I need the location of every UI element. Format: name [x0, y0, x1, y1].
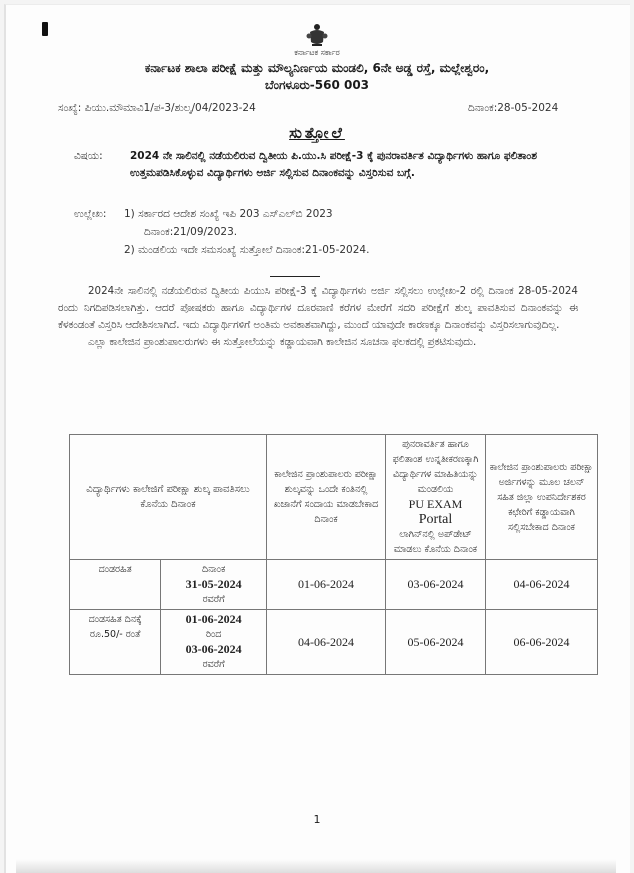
reference-item: 1) ಸರ್ಕಾರದ ಆದೇಶ ಸಂಖ್ಯೆ ಇಪಿ 203 ಎಸ್‌ಎಲ್‌ಬಿ 2023 — [124, 208, 333, 220]
row-category: ದಂಡಸಹಿತ ದಿನಕ್ಕೆ ರೂ.50/- ರಂತೆ — [70, 610, 161, 675]
circular-body — [58, 283, 578, 351]
row-submission-date: 06-06-2024 — [486, 610, 598, 675]
row-fee-range: 01-06-2024 ರಿಂದ 03-06-2024 ರವರೆಗೆ — [161, 610, 267, 675]
header-portal-update-deadline: ಪುನರಾವರ್ತಿತ ಹಾಗೂ ಫಲಿತಾಂಶ ಉನ್ನತೀಕರಣಕ್ಕಾಗಿ ವಿದ್ಯಾರ್ಥಿಗಳ ಮಾಹಿತಿಯನ್ನು ಮಂಡಲಿಯ PU EXAM Portal ಲಾಗಿನ್‌ನಲ್ಲಿ ಅಪ್‌ಡೇಟ್ ಮಾಡಲು ಕೊನೆಯ ದಿನಾಂಕ — [386, 435, 486, 560]
body-paragraph: 2024ನೇ ಸಾಲಿನಲ್ಲಿ ನಡೆಯಲಿರುವ ದ್ವಿತೀಯ ಪಿಯುಸಿ ಪರೀಕ್ಷೆ-3 ಕ್ಕೆ ವಿದ್ಯಾರ್ಥಿಗಳು ಅರ್ಜಿ ಸಲ್ಲಿಸಲು ಉಲ್ಲೇಖ-2 ರಲ್ಲಿ ದಿನಾಂಕ 28-05-2024 ರಂದು ನಿಗದಿಪಡಿಸಲಾಗಿತ್ತು. ಆದರೆ ಪೋಷಕರು ಹಾಗೂ ವಿದ್ಯಾರ್ಥಿಗಳ ದೂರವಾಣಿ ಕರೆಗಳ ಮೇರೆಗೆ ಸದರಿ ಪರೀಕ್ಷೆಗೆ ಶುಲ್ಕ ಪಾವತಿಸುವ ದಿನಾಂಕವನ್ನು ಈ ಕೆಳಕಂಡಂತೆ ವಿಸ್ತರಿಸಿ ಆದೇಶಿಸಲಾಗಿದೆ. ಇದು ವಿದ್ಯಾರ್ಥಿಗಳಿಗೆ ಅಂತಿಮ ಅವಕಾಶವಾಗಿದ್ದು, ಮುಂದೆ ಯಾವುದೇ ಕಾರಣಕ್ಕೂ ದಿನಾಂಕವನ್ನು ವಿಸ್ತರಿಸಲಾಗುವುದಿಲ್ಲ. — [58, 285, 578, 331]
circular-title-wrap — [0, 123, 634, 142]
header-treasury-deposit-date: ಕಾಲೇಜಿನ ಪ್ರಾಂಶುಪಾಲರು ಪರೀಕ್ಷಾ ಶುಲ್ಕವನ್ನು ಒಂದೇ ಕಂತಿನಲ್ಲಿ ಖಜಾನೆಗೆ ಸಂದಾಯ ಮಾಡಬೇಕಾದ ದಿನಾಂಕ — [267, 435, 386, 560]
page-number: 1 — [313, 813, 321, 826]
row-treasury-date: 01-06-2024 — [267, 560, 386, 610]
header-fee-payment-deadline: ವಿದ್ಯಾರ್ಥಿಗಳು ಕಾಲೇಜಿಗೆ ಪರೀಕ್ಷಾ ಶುಲ್ಕ ಪಾವತಿಸಲು ಕೊನೆಯ ದಿನಾಂಕ — [70, 435, 267, 560]
table-row — [70, 560, 598, 610]
reference-number: ಸಂಖ್ಯೆ: ಪಿಯು.ಮೌಮಾವಿ1/ಪ-3/ಶುಲ್ಕ/04/2023-24 — [58, 102, 256, 114]
header-submission-date: ಕಾಲೇಜಿನ ಪ್ರಾಂಶುಪಾಲರು ಪರೀಕ್ಷಾ ಅರ್ಜಿಗಳನ್ನು ಮೂಲ ಚಲನ್ ಸಹಿತ ಜಿಲ್ಲಾ ಉಪನಿರ್ದೇಶಕರ ಕಛೇರಿಗೆ ಕಡ್ಡಾಯವಾಗಿ ಸಲ್ಲಿಸಬೇಕಾದ ದಿನಾಂಕ — [486, 435, 598, 560]
page-edge-shadow — [16, 859, 616, 873]
subject-text: 2024 ನೇ ಸಾಲಿನಲ್ಲಿ ನಡೆಯಲಿರುವ ದ್ವಿತೀಯ ಪಿ.ಯು.ಸಿ ಪರೀಕ್ಷೆ-3 ಕ್ಕೆ ಪುನರಾವರ್ತಿತ ವಿದ್ಯಾರ್ಥಿಗಳು ಹಾಗೂ ಫಲಿತಾಂಶ ಉತ್ತಮಪಡಿಸಿಕೊಳ್ಳುವ ವಿದ್ಯಾರ್ಥಿಗಳು ಅರ್ಜಿ ಸಲ್ಲಿಸುವ ದಿನಾಂಕವನ್ನು ವಿಸ್ತರಿಸುವ ಬಗ್ಗೆ. — [130, 150, 537, 179]
reference-item: ದಿನಾಂಕ:21/09/2023. — [144, 226, 238, 238]
reference-item: 2) ಮಂಡಲಿಯ ಇದೇ ಸಮಸಂಖ್ಯೆ ಸುತ್ತೋಲೆ ದಿನಾಂಕ:21-05-2024. — [124, 244, 370, 256]
subject-label: ವಿಷಯ: — [74, 150, 103, 162]
references-label: ಉಲ್ಲೇಖ: — [74, 208, 107, 220]
row-fee-range: ದಿನಾಂಕ 31-05-2024 ರವರೆಗೆ — [161, 560, 267, 610]
section-divider — [270, 276, 320, 277]
row-portal-date: 03-06-2024 — [386, 560, 486, 610]
board-address-line2: ಬೆಂಗಳೂರು-560 003 — [264, 78, 370, 92]
references-block — [74, 205, 554, 259]
schedule-table — [69, 434, 598, 675]
karnataka-emblem-icon — [304, 22, 330, 48]
circular-title: ಸುತ್ತೋಲೆ — [289, 124, 345, 142]
board-address-line1: ಕರ್ನಾಟಕ ಶಾಲಾ ಪರೀಕ್ಷೆ ಮತ್ತು ಮೌಲ್ಯನಿರ್ಣಯ ಮಂಡಲಿ, 6ನೇ ಅಡ್ಡ ರಸ್ತೆ, ಮಲ್ಲೇಶ್ವರಂ, — [144, 61, 490, 75]
row-treasury-date: 04-06-2024 — [267, 610, 386, 675]
subject-block — [74, 148, 550, 182]
body-paragraph: ಎಲ್ಲಾ ಕಾಲೇಜಿನ ಪ್ರಾಂಶುಪಾಲರುಗಳು ಈ ಸುತ್ತೋಲೆಯನ್ನು ಕಡ್ಡಾಯವಾಗಿ ಕಾಲೇಜಿನ ಸೂಚನಾ ಫಲಕದಲ್ಲಿ ಪ್ರಕಟಿಸುವುದು. — [88, 336, 477, 348]
punch-mark — [42, 22, 48, 36]
table-row — [70, 610, 598, 675]
table-header-row — [70, 435, 598, 560]
row-portal-date: 05-06-2024 — [386, 610, 486, 675]
row-category: ದಂಡರಹಿತ — [70, 560, 161, 610]
board-name — [0, 60, 634, 94]
row-submission-date: 04-06-2024 — [486, 560, 598, 610]
document-date: ದಿನಾಂಕ:28-05-2024 — [468, 102, 559, 114]
government-label: ಕರ್ನಾಟಕ ಸರ್ಕಾರ — [294, 48, 340, 57]
